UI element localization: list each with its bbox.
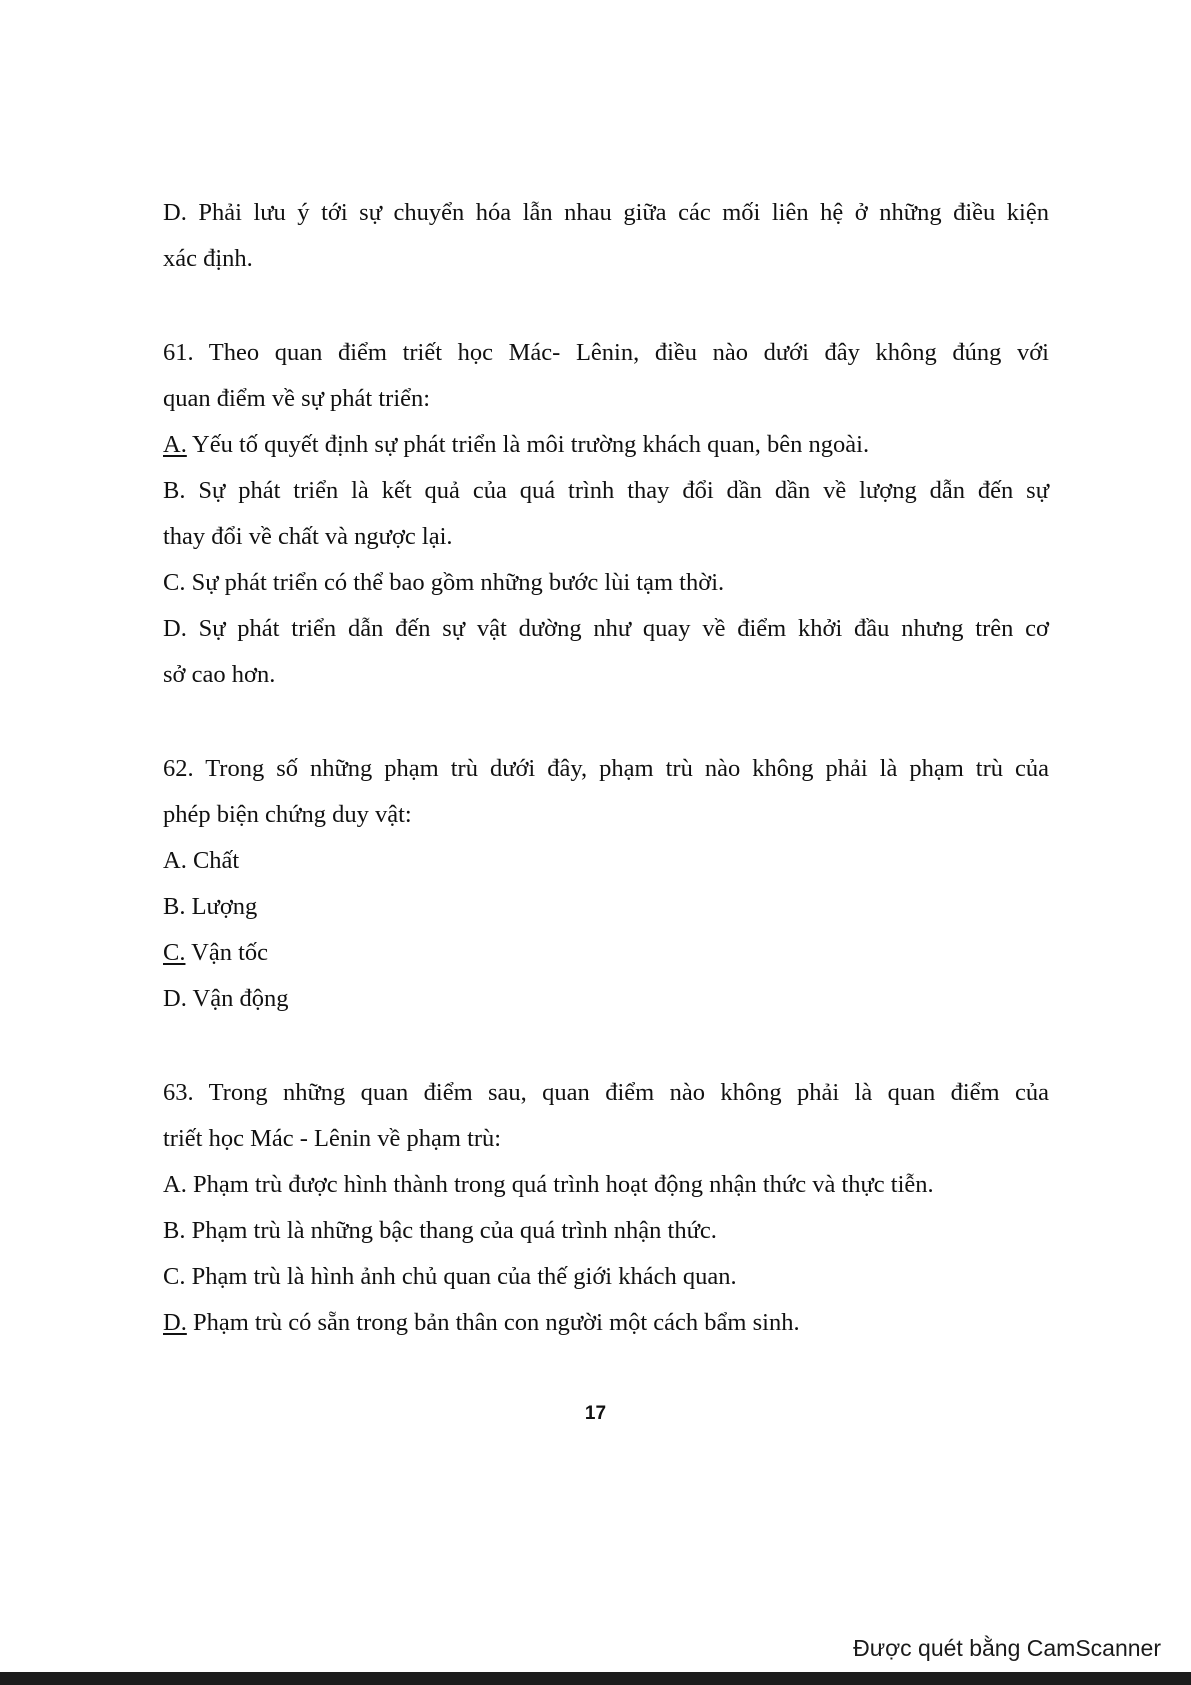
page-number: 17 — [584, 1403, 607, 1424]
q62-option-c-text: Vận tốc — [185, 939, 269, 966]
q61-option-c: C. Sự phát triển có thể bao gồm những bước lùi tạm thời. — [163, 569, 725, 596]
question-62 — [163, 746, 1049, 1022]
q63-question-line1: 63. Trong những quan điểm sau, quan điểm nào không phải là quan điểm của — [163, 1079, 1049, 1106]
q62-question-line1: 62. Trong số những phạm trù dưới đây, phạm trù nào không phải là phạm trù của — [163, 755, 1049, 782]
scan-bottom-edge — [0, 1672, 1191, 1685]
q63-question-line2: triết học Mác - Lênin về phạm trù: — [163, 1125, 502, 1152]
q61-option-a — [163, 422, 1049, 468]
q61-option-a-letter: A. — [163, 431, 187, 458]
q63-option-c: C. Phạm trù là hình ảnh chủ quan của thế giới khách quan. — [163, 1263, 737, 1290]
question-63 — [163, 1070, 1049, 1346]
q63-option-d — [163, 1300, 1049, 1346]
previous-question-tail — [163, 190, 1049, 282]
prev-option-d-line2: xác định. — [163, 245, 253, 272]
question-61 — [163, 330, 1049, 698]
q62-option-b: B. Lượng — [163, 893, 258, 920]
q62-question-line2: phép biện chứng duy vật: — [163, 801, 412, 828]
section-gap — [163, 282, 1049, 330]
q61-option-d-line1: D. Sự phát triển dẫn đến sự vật dường như quay về điểm khởi đầu nhưng trên cơ — [163, 615, 1049, 642]
q63-option-d-text: Phạm trù có sẵn trong bản thân con người một cách bẩm sinh. — [186, 1309, 800, 1336]
scanner-watermark: Được quét bằng CamScanner — [853, 1635, 1161, 1661]
section-gap — [163, 698, 1049, 746]
q63-option-a: A. Phạm trù được hình thành trong quá trình hoạt động nhận thức và thực tiễn. — [163, 1171, 934, 1198]
q62-option-c-letter: C. — [163, 939, 186, 966]
q61-option-d-line2: sở cao hơn. — [163, 661, 276, 688]
page-content — [163, 190, 1049, 1346]
prev-option-d-line1: D. Phải lưu ý tới sự chuyển hóa lẫn nhau giữa các mối liên hệ ở những điều kiện — [163, 199, 1049, 226]
section-gap — [163, 1022, 1049, 1070]
q63-option-d-letter: D. — [163, 1309, 187, 1336]
q62-option-a: A. Chất — [163, 847, 240, 874]
q63-option-b: B. Phạm trù là những bậc thang của quá trình nhận thức. — [163, 1217, 717, 1244]
q61-question-line2: quan điểm về sự phát triển: — [163, 385, 431, 412]
q62-option-c — [163, 930, 1049, 976]
q61-option-a-text: Yếu tố quyết định sự phát triển là môi trường khách quan, bên ngoài. — [186, 431, 870, 458]
q62-option-d: D. Vận động — [163, 985, 289, 1012]
q61-option-b-line1: B. Sự phát triển là kết quả của quá trình thay đổi dần dần về lượng dẫn đến sự — [163, 477, 1049, 504]
q61-option-b-line2: thay đổi về chất và ngược lại. — [163, 523, 453, 550]
q61-question-line1: 61. Theo quan điểm triết học Mác- Lênin, điều nào dưới đây không đúng với — [163, 339, 1049, 366]
